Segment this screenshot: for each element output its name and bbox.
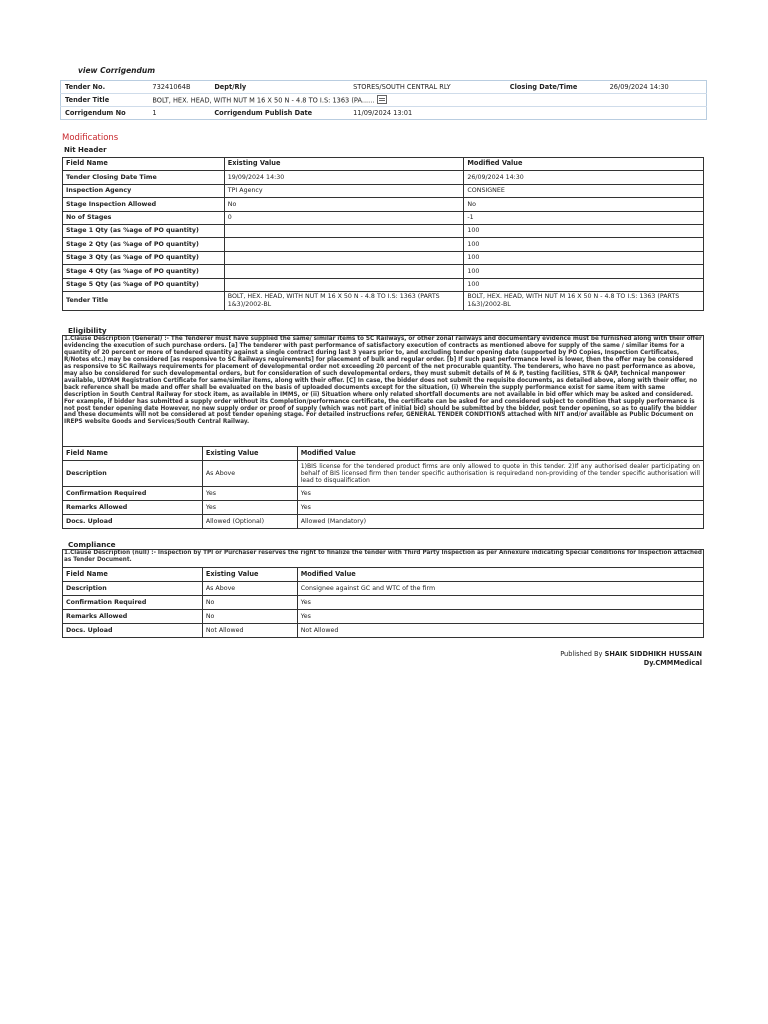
tender-title-cell xyxy=(148,94,706,107)
field-name-cell: Tender Closing Date Time xyxy=(63,171,225,184)
existing-value-cell xyxy=(224,278,464,291)
field-name-cell: Tender Title xyxy=(63,291,225,310)
modified-value-cell: No xyxy=(464,198,704,211)
compliance-table xyxy=(62,567,704,638)
table-row xyxy=(63,278,704,291)
tender-summary-table xyxy=(60,80,707,120)
existing-value-cell: 19/09/2024 14:30 xyxy=(224,171,464,184)
column-header-existing-value: Existing Value xyxy=(224,158,464,171)
modified-value-cell: 100 xyxy=(464,265,704,278)
closing-date-label: Closing Date/Time xyxy=(509,83,578,91)
table-row xyxy=(63,251,704,264)
table-row xyxy=(63,171,704,184)
modified-value-cell: 100 xyxy=(464,224,704,237)
column-header-field-name: Field Name xyxy=(63,568,203,582)
corrigendum-no-label: Corrigendum No xyxy=(61,107,149,120)
modified-value-cell: Allowed (Mandatory) xyxy=(297,515,703,529)
existing-value-cell xyxy=(224,238,464,251)
table-row xyxy=(63,515,704,529)
table-row xyxy=(63,501,704,515)
field-name-cell: Stage 5 Qty (as %age of PO quantity) xyxy=(63,278,225,291)
field-name-cell: Confirmation Required xyxy=(63,596,203,610)
modified-value-cell: Yes xyxy=(297,596,703,610)
column-header-field-name: Field Name xyxy=(63,158,225,171)
column-header-field-name: Field Name xyxy=(63,447,203,461)
publisher-name: SHAIK SIDDHIKH HUSSAIN xyxy=(604,650,702,658)
publish-date-value: 11/09/2024 13:01 xyxy=(349,107,706,120)
document-icon[interactable] xyxy=(377,95,387,104)
existing-value-cell: Allowed (Optional) xyxy=(202,515,297,529)
publisher-designation: Dy.CMMMedical xyxy=(643,659,702,667)
existing-value-cell: Yes xyxy=(202,501,297,515)
field-name-cell: Remarks Allowed xyxy=(63,610,203,624)
publish-date-label: Corrigendum Publish Date xyxy=(210,107,349,120)
existing-value-cell: As Above xyxy=(202,582,297,596)
modified-value-cell: -1 xyxy=(464,211,704,224)
table-row xyxy=(63,596,704,610)
existing-value-cell xyxy=(224,251,464,264)
table-row xyxy=(63,582,704,596)
table-row xyxy=(63,265,704,278)
column-header-existing-value: Existing Value xyxy=(202,568,297,582)
table-row xyxy=(63,624,704,638)
field-name-cell: Stage Inspection Allowed xyxy=(63,198,225,211)
existing-value-cell: No xyxy=(202,596,297,610)
tender-title-label: Tender Title xyxy=(61,94,149,107)
field-name-cell: Confirmation Required xyxy=(63,487,203,501)
modified-value-cell: Yes xyxy=(297,610,703,624)
modified-value-cell: Yes xyxy=(297,487,703,501)
table-row xyxy=(63,610,704,624)
table-header-row xyxy=(63,568,704,582)
tender-summary-row xyxy=(61,94,707,107)
field-name-cell: Description xyxy=(63,461,203,487)
tender-summary-row xyxy=(61,107,707,120)
field-name-cell: Stage 4 Qty (as %age of PO quantity) xyxy=(63,265,225,278)
table-row xyxy=(63,461,704,487)
table-row xyxy=(63,184,704,197)
page-title: view Corrigendum xyxy=(78,66,156,75)
nit-header-table xyxy=(62,157,704,311)
existing-value-cell: No xyxy=(202,610,297,624)
table-row xyxy=(63,211,704,224)
field-name-cell: Stage 3 Qty (as %age of PO quantity) xyxy=(63,251,225,264)
corrigendum-no-value: 1 xyxy=(148,107,210,120)
existing-value-cell: Not Allowed xyxy=(202,624,297,638)
eligibility-clause: 1.Clause Description (General) :- The Tenderer must have supplied the same/ similar items to SC Railways, or other zonal railways and documentary evidence must be furnished along with their offer evidencing the execution of such purchase orders. [a] The tenderer with past performance of satisfactory execution of contracts as mentioned above for supply of the same / similar items for a quantity of 20 percent or more of tendered quantity against a single contract during last 3 years prior to, and excluding tender opening date (supported by PO Copies, Inspection Certificates, R/Notes etc.) may be considered [as responsive to SC Railways requirements] for placement of bulk and regular order. [b] If such past performance level is lower, then the offer may be considered as responsive to SC Railways requirements for placement of developmental order not exceeding 20 percent of the net procurable quantity. The tenderers, who have no past performance as above, may also be considered for such developmental orders, but for consideration of such developmental orders, they must submit details of M & P, testing facilities, STR & QAP, technical manpower available, UDYAM Registration Certificate for same/similar items, along with their offer. [C] In case, the bidder does not submit the requisite documents, as detailed above, along with their offer, no back reference shall be made and offer shall be evaluated on the basis of uploaded documents except for the situation, (i) Wherein the supply performance exist for same item with same description in South Central Railway for stock item, as available in IMMS, or (ii) Situation where only related shortfall documents are not available in bid offer which may be asked and considered. For example, if bidder has submitted a supply order without its Completion/performance certificate, the certificate can be asked for and considered subject to condition that supply performance is not post tender opening date However, no new supply order or proof of supply (which was not part of initial bid) should be submitted by the bidder, post tender opening, so as to qualify the bidder and these documents will not be considered at post tender opening stage. For detailed instructions refer, GENERAL TENDER CONDITIONS attached with NIT and/or available as Public Document on IREPS website Goods and Services/South Central Railway. xyxy=(62,335,704,447)
modified-value-cell: Yes xyxy=(297,501,703,515)
modified-value-cell: Not Allowed xyxy=(297,624,703,638)
field-name-cell: Inspection Agency xyxy=(63,184,225,197)
field-name-cell: Docs. Upload xyxy=(63,515,203,529)
eligibility-table xyxy=(62,446,704,529)
existing-value-cell: 0 xyxy=(224,211,464,224)
table-header-row xyxy=(63,447,704,461)
existing-value-cell: BOLT, HEX. HEAD, WITH NUT M 16 X 50 N - 4.8 TO I.S: 1363 (PARTS 1&3)/2002-BL xyxy=(224,291,464,310)
field-name-cell: Stage 2 Qty (as %age of PO quantity) xyxy=(63,238,225,251)
compliance-heading: Compliance xyxy=(68,540,116,549)
column-header-modified-value: Modified Value xyxy=(464,158,704,171)
modified-value-cell: 100 xyxy=(464,251,704,264)
tender-title-value: BOLT, HEX. HEAD, WITH NUT M 16 X 50 N - 4.8 TO I.S: 1363 (PA...... xyxy=(152,96,375,104)
dept-value: STORES/SOUTH CENTRAL RLY xyxy=(353,83,451,91)
table-row xyxy=(63,198,704,211)
existing-value-cell: No xyxy=(224,198,464,211)
table-header-row xyxy=(63,158,704,171)
tender-no-label: Tender No. xyxy=(65,83,106,91)
compliance-clause: 1.Clause Description (null) :- Inspection by TPI or Purchaser reserves the right to finalize the tender with Third Party Inspection as per Annexure indicating Special Conditions for Inspection attached as Tender Document. xyxy=(62,549,704,568)
table-row xyxy=(63,238,704,251)
published-by xyxy=(560,650,702,668)
table-row xyxy=(63,291,704,310)
modified-value-cell: 100 xyxy=(464,238,704,251)
modified-value-cell: Consignee against GC and WTC of the firm xyxy=(297,582,703,596)
existing-value-cell xyxy=(224,265,464,278)
published-by-line xyxy=(560,650,702,659)
tender-summary-row xyxy=(61,81,707,94)
tender-no-value: 73241064B xyxy=(152,83,191,91)
table-row xyxy=(63,487,704,501)
field-name-cell: Remarks Allowed xyxy=(63,501,203,515)
column-header-modified-value: Modified Value xyxy=(297,447,703,461)
modified-value-cell: CONSIGNEE xyxy=(464,184,704,197)
existing-value-cell xyxy=(224,224,464,237)
column-header-existing-value: Existing Value xyxy=(202,447,297,461)
field-name-cell: Description xyxy=(63,582,203,596)
field-name-cell: No of Stages xyxy=(63,211,225,224)
eligibility-heading: Eligibility xyxy=(68,326,107,335)
modified-value-cell: 1)BIS license for the tendered product firms are only allowed to quote in this tender. 2)If any authorised dealer participating on behalf of BIS licensed firm then tender specific authorisation is requiredand non-providing of the tender specific authorisation will lead to disqualification xyxy=(297,461,703,487)
field-name-cell: Stage 1 Qty (as %age of PO quantity) xyxy=(63,224,225,237)
column-header-modified-value: Modified Value xyxy=(297,568,703,582)
published-by-label: Published By xyxy=(560,650,603,658)
field-name-cell: Docs. Upload xyxy=(63,624,203,638)
modified-value-cell: BOLT, HEX. HEAD, WITH NUT M 16 X 50 N - 4.8 TO I.S: 1363 (PARTS 1&3)/2002-BL xyxy=(464,291,704,310)
existing-value-cell: Yes xyxy=(202,487,297,501)
existing-value-cell: TPI Agency xyxy=(224,184,464,197)
nit-header-heading: Nit Header xyxy=(64,146,107,154)
modified-value-cell: 26/09/2024 14:30 xyxy=(464,171,704,184)
modifications-heading: Modifications xyxy=(62,133,119,143)
closing-date-value: 26/09/2024 14:30 xyxy=(609,83,669,91)
modified-value-cell: 100 xyxy=(464,278,704,291)
existing-value-cell: As Above xyxy=(202,461,297,487)
table-row xyxy=(63,224,704,237)
dept-label: Dept/Rly xyxy=(214,83,247,91)
